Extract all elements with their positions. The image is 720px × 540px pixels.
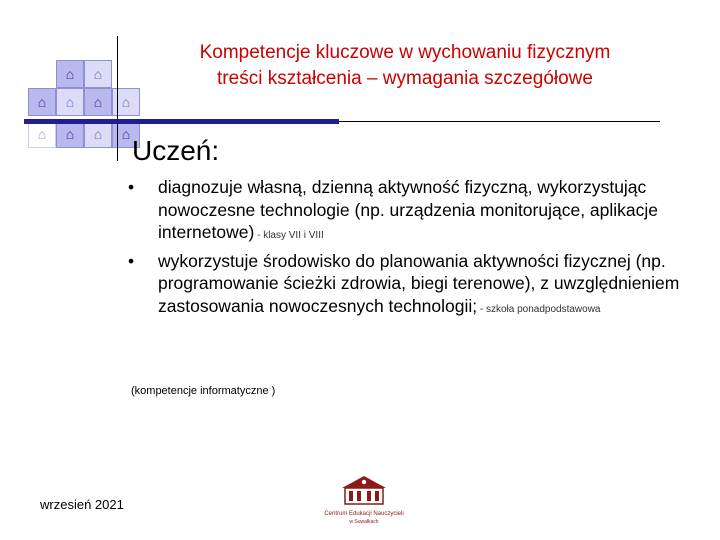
house-icon: ⌂ [56, 88, 84, 116]
bullet-text: wykorzystuje środowisko do planowania aktywności fizycznej (np. programowanie ścieżki zdrowia, biegi terenowe), z uwzględnieniem zastosowania nowoczesnych technologii; [158, 250, 680, 316]
bullet-note: - klasy VII i VIII [254, 230, 324, 241]
accent-bar [24, 119, 339, 124]
title-line-2: treści kształcenia – wymagania szczegółowe [217, 68, 593, 89]
slide-title [140, 40, 670, 92]
logo-wordmark: Centrum Edukacji Nauczycieli [324, 511, 404, 517]
house-icon: ⌂ [84, 120, 112, 148]
competence-note: (kompetencje informatyczne ) [131, 385, 276, 397]
house-icon: ⌂ [28, 88, 56, 116]
bullet-list [128, 176, 688, 323]
bullet-icon: • [128, 177, 135, 197]
house-icon: ⌂ [56, 60, 84, 88]
horizontal-divider [339, 121, 660, 122]
list-item [128, 250, 688, 322]
house-icon: ⌂ [112, 88, 140, 116]
section-heading: Uczeń: [132, 135, 220, 166]
house-icon: ⌂ [84, 88, 112, 116]
house-icon: ⌂ [56, 120, 84, 148]
decorative-tile-mosaic [28, 60, 138, 160]
institution-logo [312, 470, 416, 528]
house-icon: ⌂ [28, 120, 56, 148]
vertical-divider [117, 36, 118, 161]
list-item [128, 176, 688, 248]
footer-date: wrzesień 2021 [40, 497, 124, 512]
bullet-note: - szkoła ponadpodstawowa [477, 303, 601, 315]
logo-wordmark-sub: w Suwałkach [349, 519, 379, 525]
title-line-1: Kompetencje kluczowe w wychowaniu fizycznym [199, 42, 611, 63]
bullet-icon: • [128, 250, 135, 271]
bullet-text: diagnozuje własną, dzienną aktywność fizyczną, wykorzystując nowoczesne technologie (np. urządzenia monitorujące, aplikacje internetowe) [158, 177, 659, 242]
logo-graphic [312, 470, 416, 528]
house-icon: ⌂ [112, 120, 140, 148]
house-icon: ⌂ [84, 60, 112, 88]
